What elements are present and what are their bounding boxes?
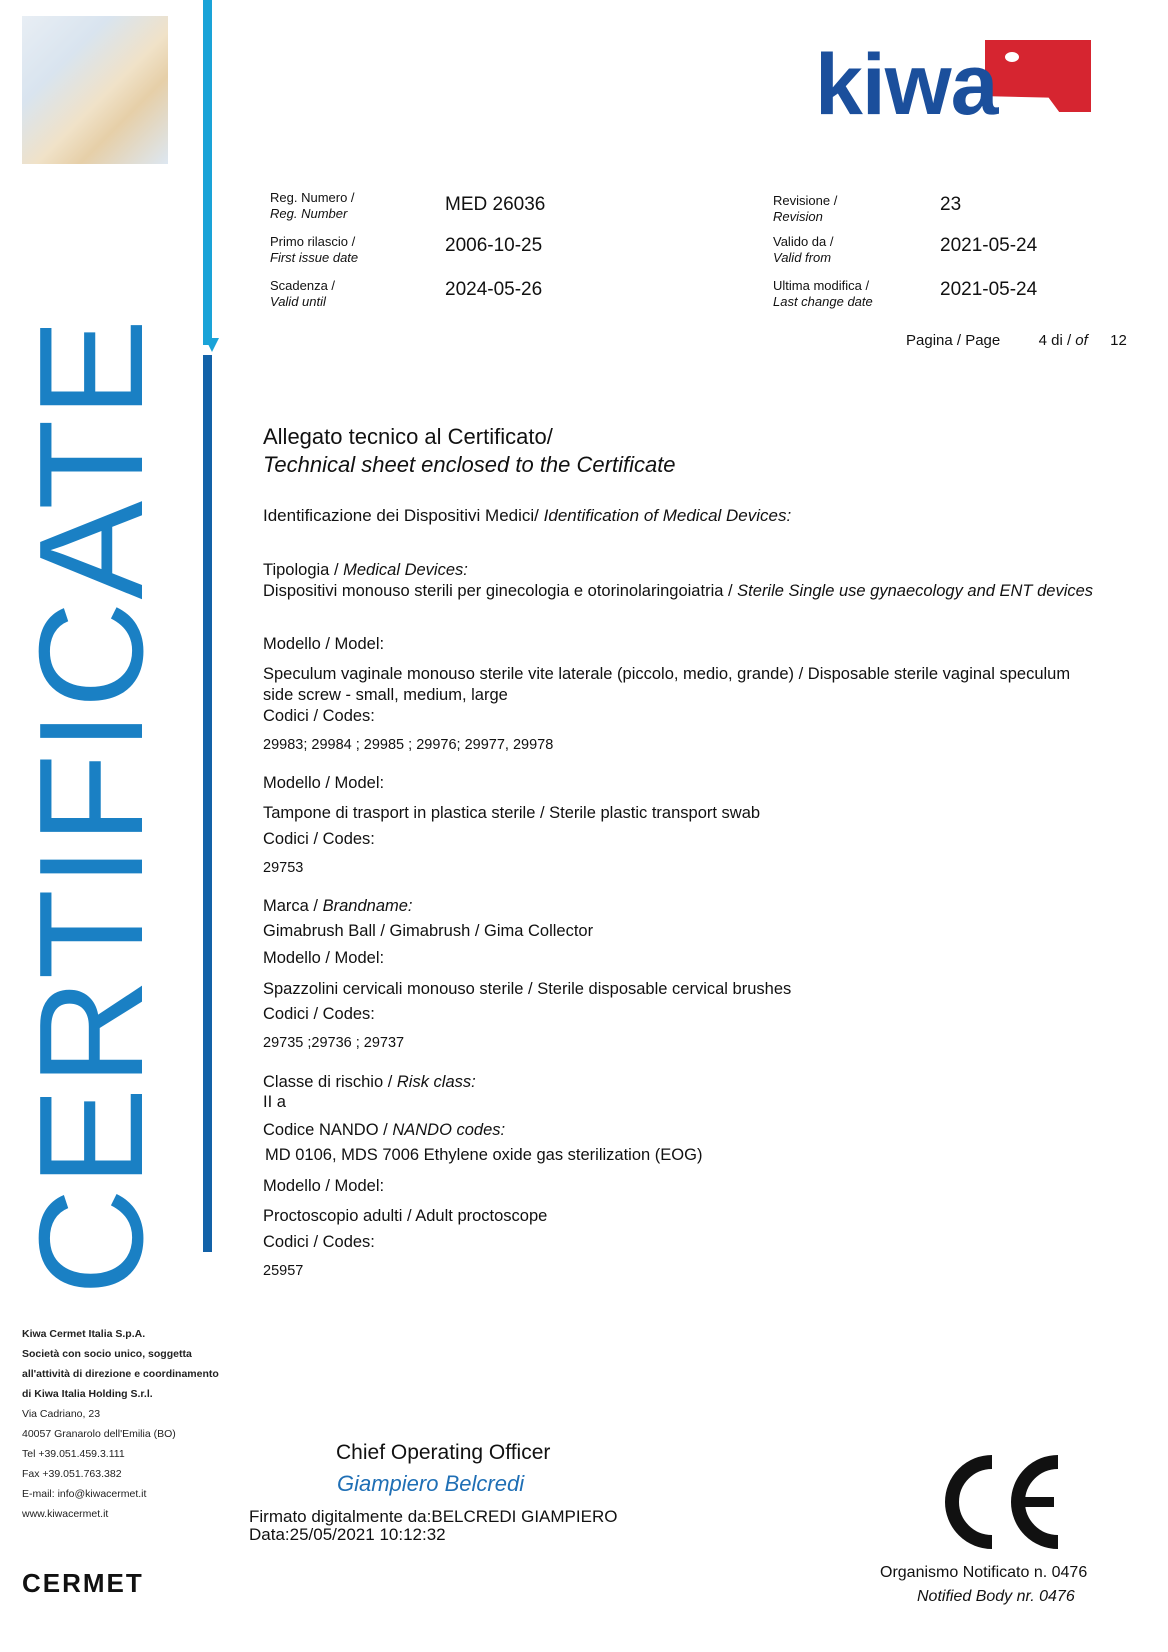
reg-number-value: MED 26036 [445, 194, 546, 215]
risk-label: Classe di rischio [263, 1073, 384, 1091]
brand-value: Gimabrush Ball / Gimabrush / Gima Collector [263, 922, 594, 940]
model3-codes: 29735 ;29736 ; 29737 [263, 1035, 405, 1051]
identification-heading [263, 506, 791, 526]
revision-label-en: Revision [773, 209, 823, 224]
reg-number-label-it: Reg. Numero / [270, 190, 355, 205]
modello-label-en: / Model: [320, 774, 385, 792]
accent-bar-top [203, 0, 212, 345]
company-line: www.kiwacermet.it [22, 1508, 109, 1520]
valid-from-label [773, 234, 833, 266]
kiwa-beaver-icon [985, 40, 1091, 112]
model3-codes-label [263, 1004, 375, 1025]
marca-sep: / [308, 897, 323, 915]
codici-label-en: / Codes: [308, 1005, 375, 1023]
valid-until-label [270, 278, 335, 310]
first-issue-label-it: Primo rilascio / [270, 234, 356, 249]
revision-value: 23 [940, 194, 962, 215]
signer-title: Chief Operating Officer [336, 1441, 551, 1464]
first-issue-value: 2006-10-25 [445, 235, 543, 256]
brand-label [263, 896, 413, 917]
tipologia-label: Tipologia [263, 561, 330, 579]
company-line: di Kiwa Italia Holding S.r.l. [22, 1388, 153, 1400]
accent-bar-bottom [203, 355, 212, 1252]
notified-body-it: Organismo Notificato n. 0476 [880, 1564, 1088, 1581]
company-line: Kiwa Cermet Italia S.p.A. [22, 1328, 146, 1340]
ce-mark-icon [938, 1452, 1062, 1552]
nando-label [263, 1120, 505, 1141]
model4-codes: 25957 [263, 1263, 304, 1279]
reg-number-label-en: Reg. Number [270, 206, 348, 221]
model2-codes: 29753 [263, 860, 304, 876]
digital-signature [249, 1508, 617, 1544]
company-line: Tel +39.051.459.3.111 [22, 1448, 125, 1460]
last-change-label-en: Last change date [773, 294, 873, 309]
risk-sep: / [383, 1073, 397, 1091]
valid-from-value: 2021-05-24 [940, 235, 1038, 256]
modello-label-en: / Model: [320, 949, 385, 967]
model1-codes-label [263, 706, 375, 727]
vertical-certificate-title: CERTIFICATE [9, 316, 174, 1296]
nando-label-it: Codice NANDO [263, 1121, 379, 1139]
page-of: of [1075, 332, 1088, 349]
last-change-value: 2021-05-24 [940, 279, 1038, 300]
modello-label-en: / Model: [320, 635, 385, 653]
modello-label: Modello [263, 635, 321, 653]
page-indicator [906, 332, 1127, 349]
modello-label: Modello [263, 1177, 321, 1195]
marca-label: Marca [263, 897, 309, 915]
valid-until-label-it: Scadenza / [270, 278, 336, 293]
company-line: Via Cadriano, 23 [22, 1408, 101, 1420]
page-total: 12 [1110, 332, 1127, 349]
valid-until-value: 2024-05-26 [445, 279, 543, 300]
page-current: 4 di / [1038, 332, 1072, 349]
nando-value: MD 0106, MDS 7006 Ethylene oxide gas sterilization (EOG) [265, 1146, 703, 1164]
first-issue-label-en: First issue date [270, 250, 359, 265]
page-label: Pagina / Page [906, 332, 1001, 349]
first-issue-label [270, 234, 358, 266]
codici-label: Codici [263, 830, 309, 848]
risk-class-value: II a [263, 1093, 286, 1111]
signer-name: Giampiero Belcredi [337, 1471, 525, 1496]
model3-label [263, 948, 384, 969]
model4-codes-label [263, 1232, 375, 1253]
model2-label [263, 773, 384, 794]
decorative-artwork [22, 16, 168, 164]
company-line: 40057 Granarolo dell'Emilia (BO) [22, 1428, 176, 1440]
nando-label-en: NANDO codes: [392, 1121, 506, 1139]
model2-codes-label [263, 829, 375, 850]
modello-label: Modello [263, 949, 321, 967]
notified-body-en: Notified Body nr. 0476 [917, 1588, 1075, 1605]
model1-value: Speculum vaginale monouso sterile vite laterale (piccolo, medio, grande) / Disposable sterile vaginal speculum side screw - small, medium, large [263, 665, 1071, 704]
tipologia-label-en: Medical Devices: [343, 561, 468, 579]
tipologia-section [263, 560, 1123, 602]
model4-label [263, 1176, 384, 1197]
codici-label-en: / Codes: [308, 830, 375, 848]
digital-sign-line1: Firmato digitalmente da:BELCREDI GIAMPIERO [249, 1507, 618, 1526]
company-line: Fax +39.051.763.382 [22, 1468, 122, 1480]
digital-sign-line2: Data:25/05/2021 10:12:32 [249, 1525, 446, 1544]
marca-label-en: Brandname: [322, 897, 413, 915]
tipologia-value-it: Dispositivi monouso sterili per ginecologia e otorinolaringoiatria / [263, 582, 738, 600]
modello-label-en: / Model: [320, 1177, 385, 1195]
last-change-label-it: Ultima modifica / [773, 278, 870, 293]
risk-class-label [263, 1072, 476, 1093]
sheet-title-it: Allegato tecnico al Certificato/ [263, 424, 553, 449]
valid-from-label-it: Valido da / [773, 234, 834, 249]
company-line: E-mail: info@kiwacermet.it [22, 1488, 147, 1500]
risk-label-en: Risk class: [396, 1073, 476, 1091]
company-info [22, 1327, 219, 1527]
last-change-label [773, 278, 873, 310]
kiwa-logo: kiwa [815, 37, 998, 133]
model3-value: Spazzolini cervicali monouso sterile / Sterile disposable cervical brushes [263, 980, 792, 998]
model2-value: Tampone di trasport in plastica sterile / Sterile plastic transport swab [263, 804, 761, 822]
modello-label: Modello [263, 774, 321, 792]
model1-codes: 29983; 29984 ; 29985 ; 29976; 29977, 29978 [263, 737, 554, 753]
identification-heading-it: Identificazione dei Dispositivi Medici/ [263, 506, 539, 525]
revision-label-it: Revisione / [773, 193, 838, 208]
company-line: all'attività di direzione e coordinamento [22, 1368, 219, 1380]
nando-sep: / [378, 1121, 393, 1139]
company-line: Società con socio unico, soggetta [22, 1348, 192, 1360]
cermet-logo: CERMET [22, 1568, 144, 1598]
tipologia-value-en: Sterile Single use gynaecology and ENT devices [737, 582, 1094, 600]
tipologia-sep: / [329, 561, 344, 579]
codici-label-en: / Codes: [308, 1233, 375, 1251]
valid-until-label-en: Valid until [270, 294, 326, 309]
identification-heading-en: Identification of Medical Devices: [543, 506, 792, 525]
valid-from-label-en: Valid from [773, 250, 832, 265]
kiwa-eye-icon [1005, 52, 1019, 62]
model4-value: Proctoscopio adulti / Adult proctoscope [263, 1207, 548, 1225]
revision-label [773, 193, 837, 225]
reg-number-label [270, 190, 355, 222]
codici-label: Codici [263, 1005, 309, 1023]
accent-bar-notch [205, 338, 219, 352]
sheet-title-en: Technical sheet enclosed to the Certificate [263, 452, 676, 477]
codici-label: Codici [263, 1233, 309, 1251]
codici-label-en: / Codes: [308, 707, 375, 725]
codici-label: Codici [263, 707, 309, 725]
model1-label [263, 634, 384, 655]
